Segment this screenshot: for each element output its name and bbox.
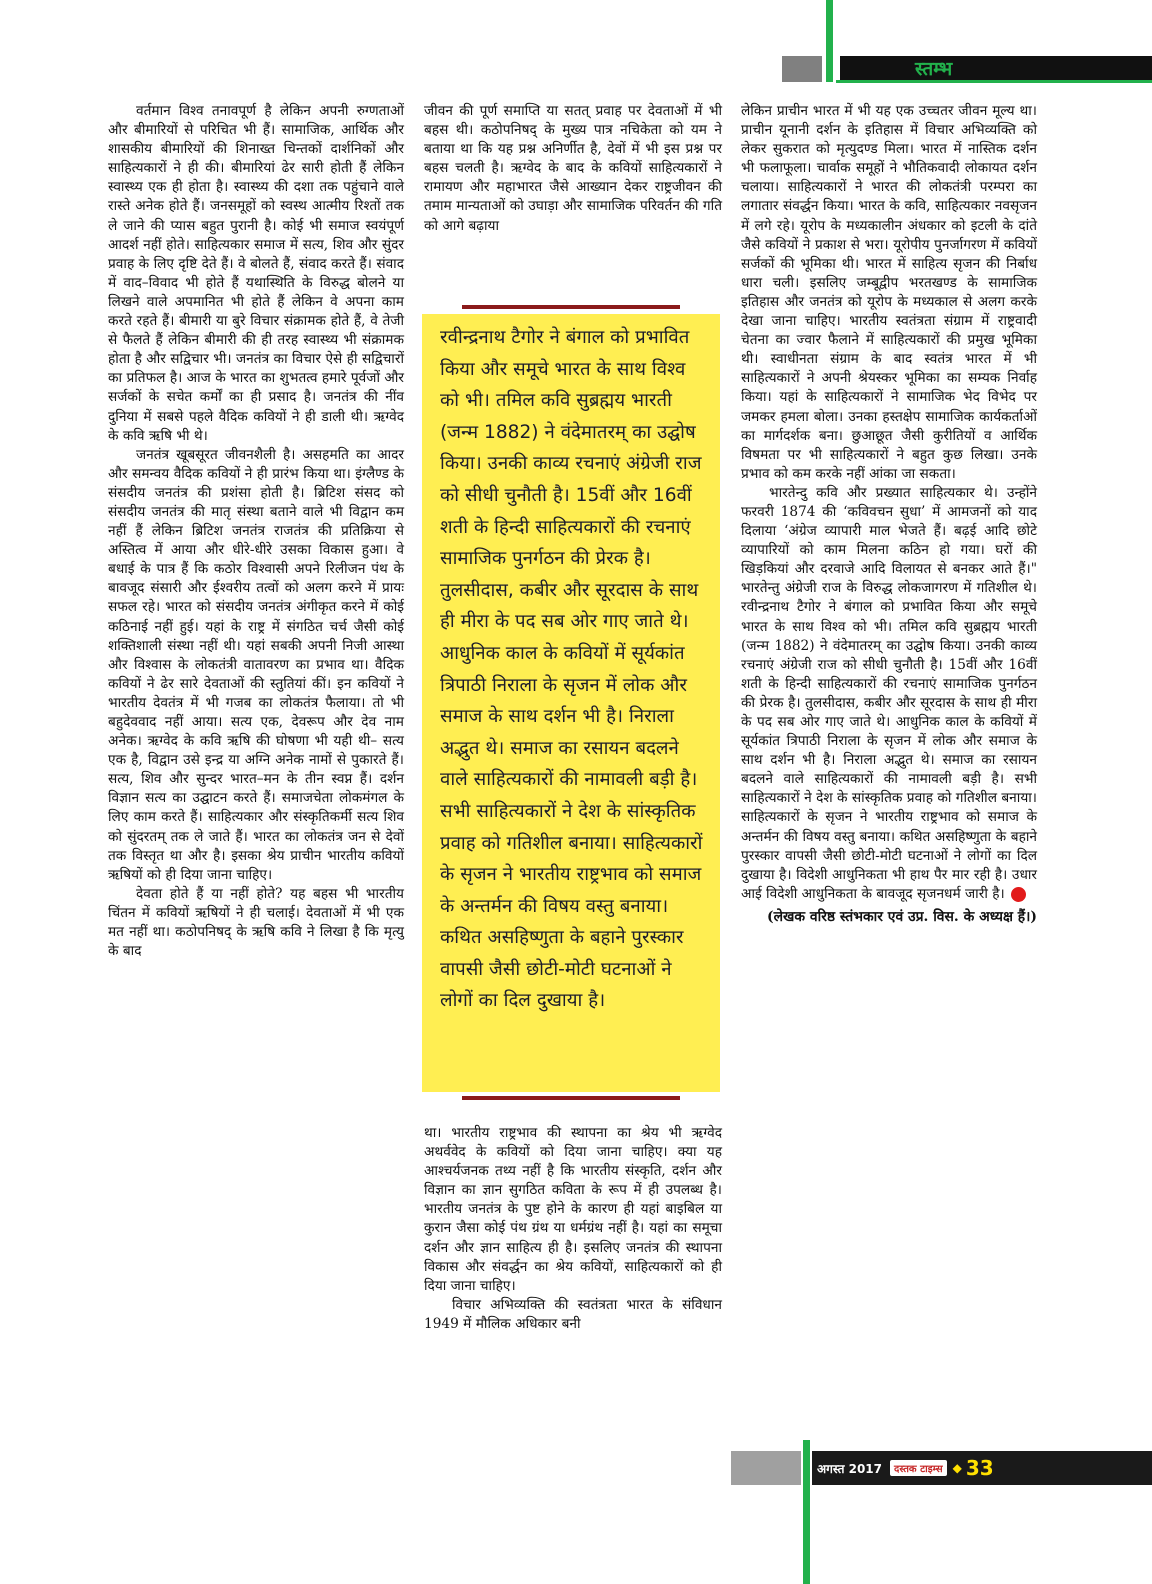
pull-quote-bottom-rule [462, 1096, 680, 1100]
footer-grey-block [731, 1451, 801, 1485]
paragraph-text: भारतेन्दु कवि और प्रख्यात साहित्यकार थे। उन्होंने फरवरी 1874 की ‘कविवचन सुधा’ में आमजनों को याद दिलाया ‘अंग्रेज व्यापारी माल भेजते हैं। बढ़ई आदि छोटे व्यापारियों को काम मिलना कठिन हो गया। घरों की खिड़कियां और दरवाजे आदि विलायत से बनकर आते हैं।" भारतेन्तु अंग्रेजी राज के विरुद्ध लोकजागरण में गतिशील थे। रवीन्द्रनाथ टैगोर ने बंगाल को प्रभावित किया और समूचे भारत के साथ विश्व को भी। तमिल कवि सुब्रह्मय भारती (जन्म 1882) ने वंदेमातरम् का उद्घोष किया। उनकी काव्य रचनाएं अंग्रेजी राज को सीधी चुनौती है। 15वीं और 16वीं शती के हिन्दी साहित्यकारों की रचनाएं सामाजिक पुनर्गठन की प्रेरक है। तुलसीदास, कबीर और सूरदास के साथ ही मीरा के पद सब ओर गाए जाते थे। आधुनिक काल के कवियों में सूर्यकांत त्रिपाठी निराला के सृजन में लोक और समाज के साथ दर्शन भी है। निराला अद्भुत थे। समाज का रसायन बदलने वाले साहित्यकारों की नामावली बड़ी है। सभी साहित्यकारों ने देश के सांस्कृतिक प्रवाह को गतिशील बनाया। साहित्यकारों के सृजन ने भारतीय राष्ट्रभाव को समाज के अन्तर्मन की विषय वस्तु बनाया। कथित असहिष्णुता के बहाने पुरस्कार वापसी जैसी छोटी-मोटी घटनाओं ने लोगों का दिल दुखाया है। विदेशी आधुनिकता भी हाथ पैर मार रही है। उधार आई विदेशी आधुनिकता के बावजूद सृजनधर्म जारी है। [741, 484, 1037, 902]
paragraph: देवता होते हैं या नहीं होते? यह बहस भी भारतीय चिंतन में कवियों ऋषियों ने ही चलाई। देवताओं में भी एक मत नहीं था। कठोपनिषद् के ऋषि कवि ने लिखा है कि मृत्यु के बाद [108, 885, 404, 960]
page-number: 33 [965, 1456, 994, 1480]
article-column-2-bottom [424, 1124, 722, 1424]
paragraph: जनतंत्र खूबसूरत जीवनशैली है। असहमति का आदर और समन्वय वैदिक कवियों ने ही प्रारंभ किया था। इंग्लैण्ड के संसदीय जनतंत्र की प्रशंसा होती है। ब्रिटिश संसद को संसदीय जनतंत्र की मातृ संस्था बताने वाले भी विद्वान कम नहीं हैं लेकिन ब्रिटिश जनतंत्र राजतंत्र की प्रतिक्रिया से अस्तित्व में आया और धीरे-धीरे उसका विकास हुआ। वे बधाई के पात्र हैं कि कठोर विश्वासी अपने रिलीजन पंथ के बावजूद संसारी और ईश्वरीय तत्वों को अलग करने में प्रायः सफल रहे। भारत को संसदीय जनतंत्र अंगीकृत करने में कोई कठिनाई नहीं हुई। यहां के राष्ट्र में संगठित चर्च जैसी कोई शक्तिशाली संस्था नहीं थी। यहां सबकी अपनी निजी आस्था और विश्वास के लोकतंत्री वातावरण का प्रभाव था। वैदिक कवियों ने ढेर सारे देवताओं की स्तुतियां कीं। इन कवियों ने भारतीय देवतंत्र में भी गजब का लोकतंत्र फैलाया। तो भी बहुदेववाद नहीं आया। सत्य एक, देवरूप और देव नाम अनेक। ऋग्वेद के कवि ऋषि की घोषणा भी यही थी– सत्य एक है, विद्वान उसे इन्द्र या अग्नि अनेक नामों से पुकारते हैं। सत्य, शिव और सुन्दर भारत–मन के तीन स्वप्न हैं। दर्शन विज्ञान सत्य का उद्घाटन करते हैं। समाजचेता लोकमंगल के लिए काम करते हैं। साहित्यकार और संस्कृतिकर्मी सत्य शिव को सुंदरतम् तक ले जाते हैं। भारत का लोकतंत्र जन से देवों तक विस्तृत था और है। इसका श्रेय प्राचीन भारतीय कवियों ऋषियों को ही दिया जाना चाहिए। [108, 446, 404, 883]
header-green-rule [836, 80, 1152, 83]
magazine-logo: दस्तक टाइम्स [890, 1460, 947, 1476]
article-column-3 [741, 102, 1037, 1437]
paragraph: विचार अभिव्यक्ति की स्वतंत्रता भारत के संविधान 1949 में मौलिक अधिकार बनी [424, 1296, 722, 1332]
article-column-1 [108, 102, 404, 1427]
pull-quote [422, 314, 720, 1092]
paragraph: था। भारतीय राष्ट्रभाव की स्थापना का श्रेय भी ऋग्वेद अथर्ववेद के कवियों को दिया जाना चाहिए। क्या यह आश्चर्यजनक तथ्य नहीं है कि भारतीय संस्कृति, दर्शन और विज्ञान का ज्ञान सुगठित कविता के रूप में ही उपलब्ध है। भारतीय जनतंत्र के पुष्ट होने के कारण ही यहां बाइबिल या कुरान जैसा कोई पंथ ग्रंथ या धर्मग्रंथ नहीं है। यहां का समूचा दर्शन और ज्ञान साहित्य ही है। इसलिए जनतंत्र की स्थापना विकास और संवर्द्धन का श्रेय कवियों, साहित्यकारों को ही दिया जाना चाहिए। [424, 1125, 722, 1294]
paragraph: वर्तमान विश्व तनावपूर्ण है लेकिन अपनी रुग्णताओं और बीमारियों से परिचित भी हैं। सामाजिक, आर्थिक और शासकीय बीमारियों की शिनाख्त चिन्तकों दार्शनिकों और साहित्यकारों ने ही की। बीमारियां ढेर सारी होती हैं लेकिन स्वास्थ्य एक ही होता है। स्वास्थ्य की दशा तक पहुंचाने वाले रास्ते अनेक होते हैं। जनसमूहों को स्वस्थ आत्मीय रिश्तों तक ले जाने की प्यास बहुत पुरानी है। कोई भी समाज स्वयंपूर्ण आदर्श नहीं होते। साहित्यकार समाज में सत्य, शिव और सुंदर प्रवाह के लिए दृष्टि देते हैं। वे बोलते हैं, संवाद करते हैं। संवाद में वाद–विवाद भी होते हैं यथास्थिति के विरुद्ध बोलने या लिखने वाले अपमानित भी होते हैं लेकिन वे अपना काम करते रहते हैं। बीमारी या बुरे विचार संक्रामक होते हैं, वे तेजी से फैलते हैं लेकिन बीमारी की ही तरह स्वास्थ्य भी संक्रामक होता है और सद्विचार भी। जनतंत्र का विचार ऐसे ही सद्विचारों का प्रतिफल है। आज के भारत का शुभतत्व हमारे पूर्वजों और सर्जकों के सचेत कर्मों का ही प्रसाद है। जनतंत्र की नींव दुनिया में सबसे पहले वैदिक कवियों ने ही डाली थी। ऋग्वेद के कवि ऋषि भी थे। [108, 103, 404, 444]
issue-date: अगस्त 2017 [817, 1461, 883, 1476]
end-mark-icon [1011, 887, 1026, 902]
paragraph: जीवन की पूर्ण समाप्ति या सतत् प्रवाह पर देवताओं में भी बहस थी। कठोपनिषद् के मुख्य पात्र नचिकेता को यम ने बताया था कि यह प्रश्न अनिर्णीत है, देवों में भी इस प्रश्न पर बहस चलती है। ऋग्वेद के बाद के कवियों साहित्यकारों ने रामायण और महाभारत जैसे आख्यान देकर राष्ट्रजीवन की तमाम मान्यताओं को उघाड़ा और सामाजिक परिवर्तन की गति को आगे बढ़ाया [424, 103, 722, 234]
pull-quote-text: रवीन्द्रनाथ टैगोर ने बंगाल को प्रभावित किया और समूचे भारत के साथ विश्व को भी। तमिल कवि सुब्रह्मय भारती (जन्म 1882) ने वंदेमातरम् का उद्घोष किया। उनकी काव्य रचनाएं अंग्रेजी राज को सीधी चुनौती है। 15वीं और 16वीं शती के हिन्दी साहित्यकारों की रचनाएं सामाजिक पुनर्गठन की प्रेरक है। तुलसीदास, कबीर और सूरदास के साथ ही मीरा के पद सब ओर गाए जाते थे। आधुनिक काल के कवियों में सूर्यकांत त्रिपाठी निराला के सृजन में लोक और समाज के साथ दर्शन भी है। निराला अद्भुत थे। समाज का रसायन बदलने वाले साहित्यकारों की नामावली बड़ी है। सभी साहित्यकारों ने देश के सांस्कृतिक प्रवाह को गतिशील बनाया। साहित्यकारों के सृजन ने भारतीय राष्ट्रभाव को समाज के अन्तर्मन की विषय वस्तु बनाया। कथित असहिष्णुता के बहाने पुरस्कार वापसी जैसी छोटी-मोटी घटनाओं ने लोगों का दिल दुखाया है। [440, 327, 703, 1012]
footer-green-stripe [803, 1440, 810, 1584]
section-title: स्तम्भ [915, 58, 953, 80]
header-green-stripe [826, 0, 833, 82]
pull-quote-top-rule [462, 305, 680, 309]
section-header [840, 56, 1152, 82]
paragraph: लेकिन प्राचीन भारत में भी यह एक उच्चतर जीवन मूल्य था। प्राचीन यूनानी दर्शन के इतिहास में विचार अभिव्यक्ति को लेकर सुकरात को मृत्युदण्ड मिला। भारत में नास्तिक दर्शन भी फलाफूला। चार्वाक समूहों ने भौतिकवादी लोकायत दर्शन चलाया। साहित्यकारों ने भारत की लोकतंत्री परम्परा का लगातार संवर्द्धन किया। भारत के कवि, साहित्यकार नवसृजन में लगे रहे। यूरोप के मध्यकालीन अंधकार को इटली के दांते जैसे कवियों ने प्रकाश से भरा। यूरोपीय पुनर्जागरण में कवियों सर्जकों की भूमिका थी। भारत में साहित्य सृजन की निर्बाध धारा चली। इसलिए जम्बूद्वीप भरतखण्ड के सामाजिक इतिहास और जनतंत्र को यूरोप के मध्यकाल से अलग करके देखा जाना चाहिए। भारतीय स्वतंत्रता संग्राम में राष्ट्रवादी चेतना का ज्वार फैलाने में साहित्यकारों की प्रमुख भूमिका थी। स्वाधीनता संग्राम के बाद स्वतंत्र भारत में भी साहित्यकारों ने अपनी श्रेयस्कर भूमिका का सम्यक निर्वाह किया। यहां के साहित्यकारों ने सामाजिक भेद विभेद पर जमकर हमला बोला। उनका हस्तक्षेप सामाजिक कार्यकर्ताओं का मार्गदर्शक बना। छुआछूत जैसी कुरीतियों व आर्थिक विषमता पर भी साहित्यकारों ने बहुत कुछ लिखा। उनके प्रभाव को कम करके नहीं आंका जा सकता। [741, 103, 1037, 482]
header-grey-block [782, 56, 822, 82]
footer-bar [812, 1451, 1152, 1485]
paragraph-last [741, 484, 1037, 904]
article-column-2-top [424, 102, 722, 294]
author-note: (लेखक वरिष्ठ स्तंभकार एवं उप्र. विस. के अध्यक्ष हैं।) [767, 908, 1037, 925]
diamond-icon: ◆ [952, 1461, 962, 1475]
